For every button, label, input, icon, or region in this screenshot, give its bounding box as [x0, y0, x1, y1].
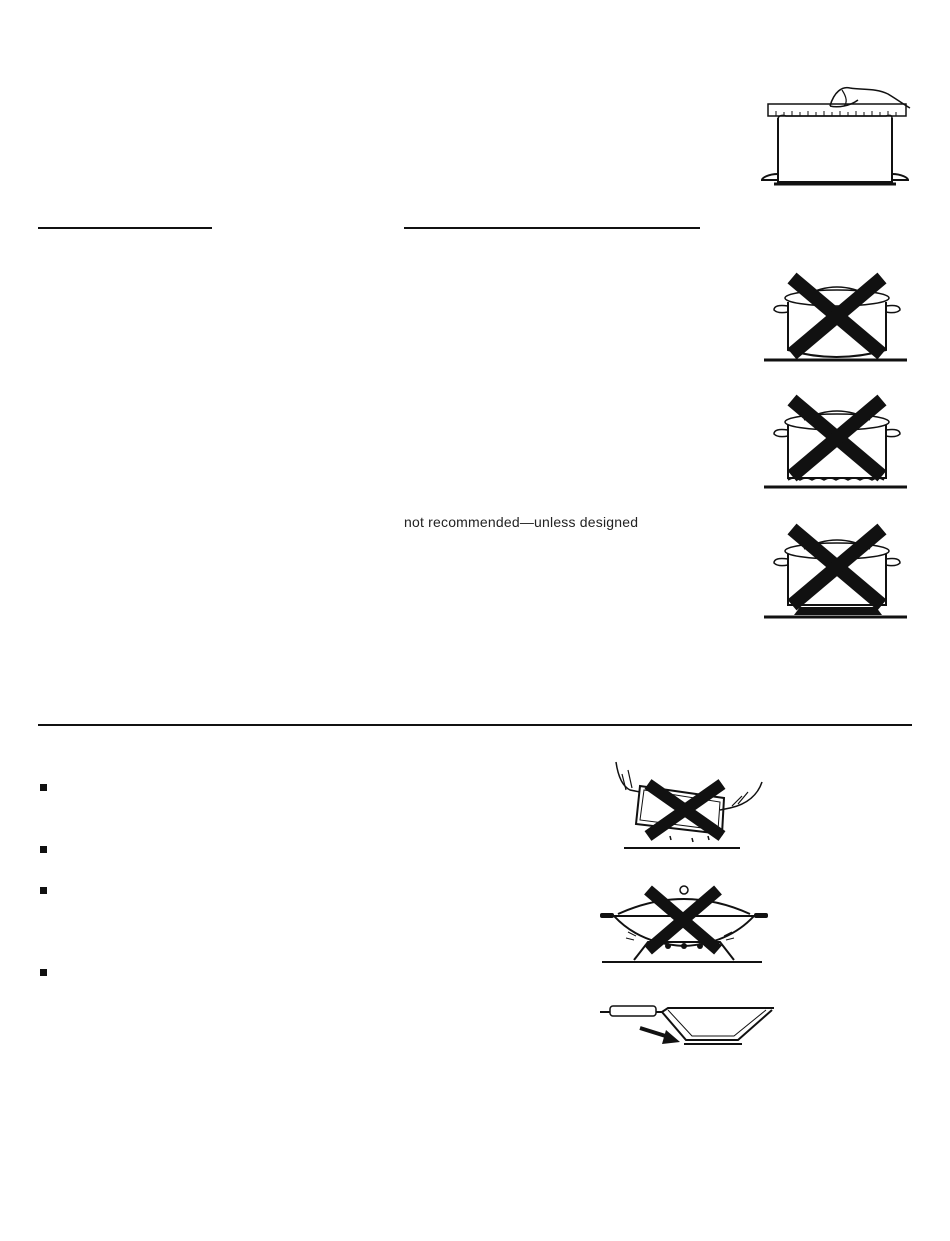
flat-bottom-wok-figure [600, 1000, 776, 1052]
left-heading-rule [38, 227, 212, 229]
bullet-2 [40, 846, 47, 853]
not-recommended-text: not recommended—unless designed [404, 514, 639, 530]
hand-ruler-on-pan-figure [758, 78, 913, 193]
section-divider-rule [38, 724, 912, 726]
right-heading-rule [404, 227, 700, 229]
bullet-3 [40, 887, 47, 894]
wok-on-ring-figure [598, 880, 770, 966]
glass-dish-figure [612, 756, 767, 852]
bullet-4 [40, 969, 47, 976]
bullet-1 [40, 784, 47, 791]
ridged-bottom-pot-figure [764, 394, 909, 492]
raised-bottom-pot-figure [764, 523, 909, 621]
warped-bottom-pot-figure [764, 270, 909, 365]
